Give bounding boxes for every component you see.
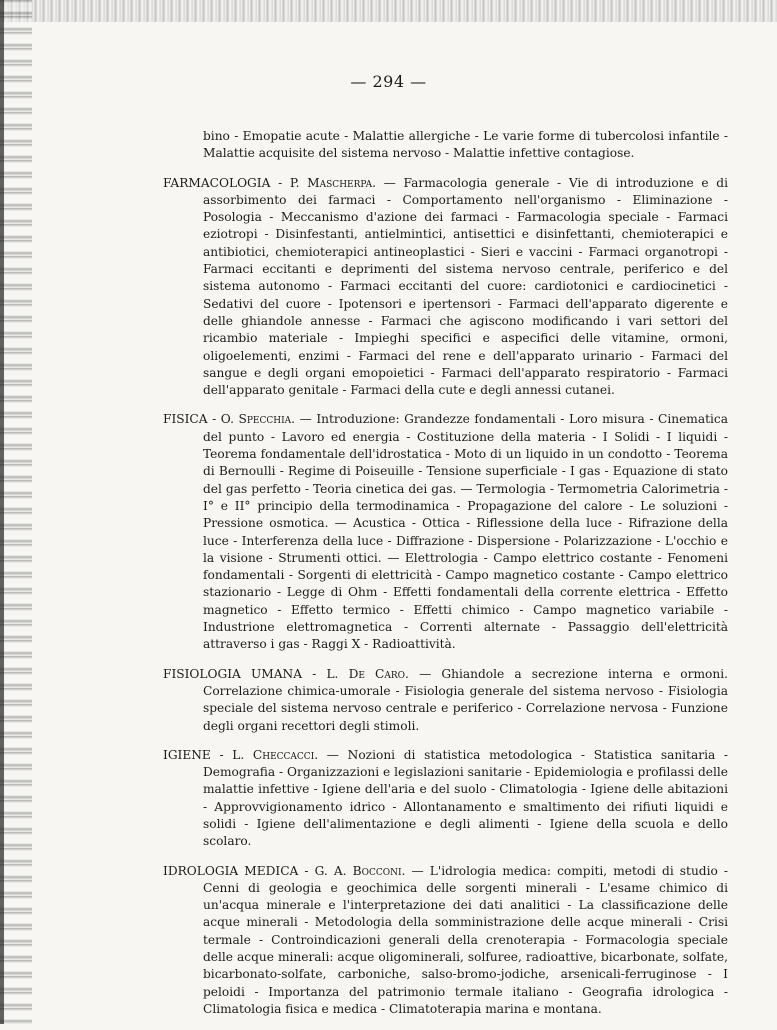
course-entry-farmacologia: FARMACOLOGIA - P. Mascherpa. — Farmacologia generale - Vie di introduzione e di assorbimento dei farmaci - Comportamento nell'organismo - Eliminazione - Posologia - Meccanismo d'azione dei farmaci - Farmacologia speciale - Farmaci eziotropi - Disinfestanti, antielmintici, antisettici e disinfettanti, chemioterapici e antibiotici, chemioterapici antineoplastici - Sieri e vaccini - Farmaci organotropi - Farmaci eccitanti e deprimenti del sistema nervoso centrale, periferico e del sistema autonomo - Farmaci eccitanti del cuore: cardiotonici e cardiocinetici - Sedativi del cuore - Ipotensori e ipertensori - Farmaci dell'apparato digerente e delle ghiandole annesse - Farmaci che agiscono modificando i vari settori del ricambio materiale - Impieghi specifici e aspecifici delle vitamine, ormoni, oligoelementi, enzimi - Farmaci del rene e dell'apparato urinario - Farmaci del sangue e degli organi emopoietici - Farmaci dell'apparato respiratorio - Farmaci dell'apparato genitale - Farmaci della cute e degli annessi cutanei. bbox=[163, 175, 728, 398]
scan-left-edge bbox=[0, 0, 4, 1024]
course-description: Ghiandole a secrezione interna e ormoni. Correlazione chimica-umorale - Fisiologia generale del sistema nervoso - Fisiologia speciale del sistema nervoso centrale e periferico - Correlazione nervosa - Funzione degli organi recettori degli stimoli. bbox=[203, 666, 728, 733]
course-subject: IGIENE bbox=[163, 747, 211, 762]
course-description: Introduzione: Grandezze fondamentali - Loro misura - Cinematica del punto - Lavoro ed energia - Costituzione della materia - I Solidi - I liquidi - Teorema fondamentale dell'idrostatica - Moto di un liquido in un condotto - Teorema di Bernoulli - Regime di Poiseuille - Tensione superficiale - I gas - Equazione di stato del gas perfetto - Teoria cinetica dei gas. — Termologia - Termometria Calorimetria - I° e II° principio della termodinamica - Propagazione del calore - Le soluzioni - Pressione osmotica. — Acustica - Ottica - Riflessione della luce - Rifrazione della luce - Interferenza della luce - Diffrazione - Dispersione - Polarizzazione - L'occhio e la visione - Strumenti ottici. — Elettrologia - Campo elettrico costante - Fenomeni fondamentali - Sorgenti di elettricità - Campo magnetico costante - Campo elettrico stazionario - Legge di Ohm - Effetti fondamentali della corrente elettrica - Effetto magnetico - Effetto termico - Effetti chimico - Campo magnetico variabile - Industrione elettromagnetica - Correnti alternate - Passaggio dell'elettricità attraverso i gas - Raggi X - Radioattività. bbox=[203, 412, 728, 652]
course-description: L'idrologia medica: compiti, metodi di studio - Cenni di geologia e geochimica delle sorgenti minerali - L'esame chimico di un'acqua minerale e l'interpretazione dei dati analitici - La classificazione delle acque minerali - Metodologia della somministrazione delle acque minerali - Crisi termale - Controindicazioni generali della crenoterapia - Formacologia speciale delle acque minerali: acque oligominerali, solfuree, radioattive, bicarbonate, solfate, bicarbonato-solfate, carboniche, salso-bromo-jodiche, arsenicali-ferruginose - I peloidi - Importanza del patrimonio termale italiano - Geografia idrologica - Climatologia fisica e medica - Climatoterapia marina e montana. bbox=[203, 863, 729, 1016]
course-subject: FARMACOLOGIA bbox=[163, 175, 271, 190]
scan-top-edge bbox=[0, 0, 777, 22]
course-author: P. Mascherpa. bbox=[289, 175, 376, 190]
course-entry-igiene: IGIENE - L. Checcacci. — Nozioni di statistica metodologica - Statistica sanitaria - Demografia - Organizzazioni e legislazioni sanitarie - Epidemiologia e profilassi delle malattie infettive - Igiene dell'aria e del suolo - Climatologia - Igiene delle abitazioni - Approvvigionamento idrico - Allontanamento e smaltimento dei rifiuti liquidi e solidi - Igiene dell'alimentazione e degli alimenti - Igiene della scuola e dello scolaro. bbox=[163, 747, 729, 849]
course-entry-fisica: FISICA - O. Specchia. — Introduzione: Grandezze fondamentali - Loro misura - Cinematica del punto - Lavoro ed energia - Costituzione della materia - I Solidi - I liquidi - Teorema fondamentale dell'idrostatica - Moto di un liquido in un condotto - Teorema di Bernoulli - Regime di Poiseuille - Tensione superficiale - I gas - Equazione di stato del gas perfetto - Teoria cinetica dei gas. — Termologia - Termometria Calorimetria - I° e II° principio della termodinamica - Propagazione del calore - Le soluzioni - Pressione osmotica. — Acustica - Ottica - Riflessione della luce - Rifrazione della luce - Interferenza della luce - Diffrazione - Dispersione - Polarizzazione - L'occhio e la visione - Strumenti ottici. — Elettrologia - Campo elettrico costante - Fenomeni fondamentali - Sorgenti di elettricità - Campo magnetico costante - Campo elettrico stazionario - Legge di Ohm - Effetti fondamentali della corrente elettrica - Effetto magnetico - Effetto termico - Effetti chimico - Campo magnetico variabile - Industrione elettromagnetica - Correnti alternate - Passaggio dell'elettricità attraverso i gas - Raggi X - Radioattività. bbox=[163, 412, 728, 652]
course-subject: IDROLOGIA MEDICA bbox=[163, 863, 299, 878]
course-description: Nozioni di statistica metodologica - Statistica sanitaria - Demografia - Organizzazioni e legislazioni sanitarie - Epidemiologia e profilassi delle malattie infettive - Igiene dell'aria e del suolo - Climatologia - Igiene delle abitazioni - Approvvigionamento idrico - Allontanamento e smaltimento dei rifiuti liquidi e solidi - Igiene dell'alimentazione e degli alimenti - Igiene della scuola e dello scolaro. bbox=[203, 747, 729, 849]
course-author: G. A. Bocconi. bbox=[314, 863, 406, 878]
course-author: O. Specchia. bbox=[220, 412, 296, 427]
continuation-paragraph: bino - Emopatie acute - Malattie allergiche - Le varie forme di tubercolosi infantile - Malattie acquisite del sistema nervoso - Malattie infettive contagiose. bbox=[203, 129, 728, 161]
page-body bbox=[163, 128, 728, 1030]
course-entry-fisiologia-umana: FISIOLOGIA UMANA - L. De Caro. — Ghiandole a secrezione interna e ormoni. Correlazione chimica-umorale - Fisiologia generale del sistema nervoso - Fisiologia speciale del sistema nervoso centrale e periferico - Correlazione nervosa - Funzione degli organi recettori degli stimoli. bbox=[163, 666, 728, 733]
page-number: — 294 — bbox=[350, 72, 427, 91]
course-description: Farmacologia generale - Vie di introduzione e di assorbimento dei farmaci - Comportamento nell'organismo - Eliminazione - Posologia - Meccanismo d'azione dei farmaci - Farmacologia speciale - Farmaci eziotropi - Disinfestanti, antielmintici, antisettici e disinfettanti, chemioterapici e antibiotici, chemioterapici antineoplastici - Sieri e vaccini - Farmaci organotropi - Farmaci eccitanti e deprimenti del sistema nervoso centrale, periferico e del sistema autonomo - Farmaci eccitanti del cuore: cardiotonici e cardiocinetici - Sedativi del cuore - Ipotensori e ipertensori - Farmaci dell'apparato digerente e delle ghiandole annesse - Farmaci che agiscono modificando i vari settori del ricambio materiale - Impieghi specifici e aspecifici delle vitamine, ormoni, oligoelementi, enzimi - Farmaci del rene e dell'apparato urinario - Farmaci del sangue e degli organi emopoietici - Farmaci dell'apparato respiratorio - Farmaci dell'apparato genitale - Farmaci della cute e degli annessi cutanei. bbox=[203, 175, 728, 398]
course-author: L. De Caro. bbox=[326, 666, 409, 681]
course-subject: FISIOLOGIA UMANA bbox=[163, 666, 303, 681]
course-author: L. Checcacci. bbox=[232, 747, 319, 762]
course-subject: FISICA bbox=[163, 412, 208, 427]
course-entry-idrologia-medica: IDROLOGIA MEDICA - G. A. Bocconi. — L'idrologia medica: compiti, metodi di studio - Cenni di geologia e geochimica delle sorgenti minerali - L'esame chimico di un'acqua minerale e l'interpretazione dei dati analitici - La classificazione delle acque minerali - Metodologia della somministrazione delle acque minerali - Crisi termale - Controindicazioni generali della crenoterapia - Formacologia speciale delle acque minerali: acque oligominerali, solfuree, radioattive, bicarbonate, solfate, bicarbonato-solfate, carboniche, salso-bromo-jodiche, arsenicali-ferruginose - I peloidi - Importanza del patrimonio termale italiano - Geografia idrologica - Climatologia fisica e medica - Climatoterapia marina e montana. bbox=[163, 863, 729, 1016]
scan-left-margin bbox=[0, 0, 32, 1024]
